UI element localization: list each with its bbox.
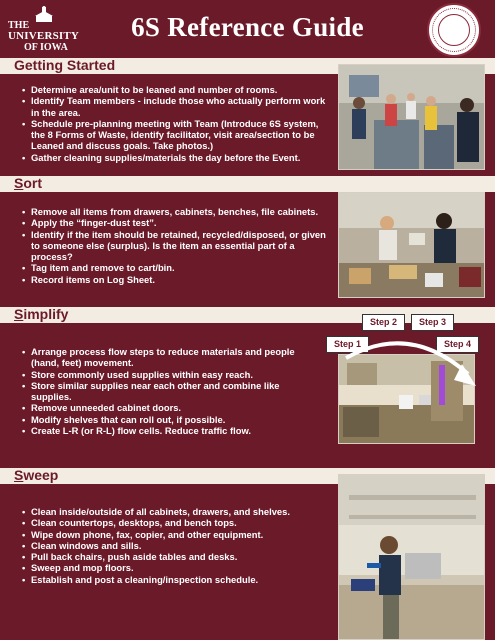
list-item: • Record items on Log Sheet.: [22, 274, 327, 285]
section-heading-sweep: Sweep: [14, 467, 59, 483]
section-heading-sort: Sort: [14, 175, 43, 191]
section-band-sort: [0, 176, 495, 192]
list-item: • Modify shelves that can roll out, if possible.: [22, 414, 312, 425]
logo-line-3: OF IOWA: [24, 42, 68, 53]
sort-list: [22, 206, 327, 285]
list-item: • Clean windows and sills.: [22, 540, 327, 551]
section-heading-getting-started: Getting Started: [14, 57, 116, 73]
sorting-lab-photo: [338, 192, 485, 298]
list-item: • Gather cleaning supplies/materials the day before the Event.: [22, 152, 327, 163]
list-item: • Establish and post a cleaning/inspection schedule.: [22, 574, 327, 585]
list-item: • Pull back chairs, push aside tables and desks.: [22, 551, 327, 562]
list-item: • Clean countertops, desktops, and bench tops.: [22, 517, 327, 528]
list-item: • Tag item and remove to cart/bin.: [22, 262, 327, 273]
list-item: • Identify Team members - include those who actually perform work in the area.: [22, 95, 327, 118]
list-item: • Remove all items from drawers, cabinets, benches, file cabinets.: [22, 206, 327, 217]
list-item: • Store commonly used supplies within easy reach.: [22, 369, 312, 380]
department-seal: [427, 3, 481, 57]
list-item: • Apply the “finger-dust test”.: [22, 217, 327, 228]
team-meeting-photo: [338, 64, 485, 170]
list-item: • Determine area/unit to be leaned and number of rooms.: [22, 84, 327, 95]
list-item: • Wipe down phone, fax, copier, and other equipment.: [22, 529, 327, 540]
step-4-label: Step 4: [436, 336, 479, 353]
list-item: • Clean inside/outside of all cabinets, drawers, and shelves.: [22, 506, 327, 517]
cleaning-lab-photo: [338, 474, 485, 640]
list-item: • Schedule pre-planning meeting with Team (Introduce 6S system, the 8 Forms of Waste, identify facilitator, visit area/section to be Leaned and discuss goals. Take photos.): [22, 118, 327, 152]
page-header: [0, 0, 495, 58]
getting-started-list: [22, 84, 327, 163]
list-item: • Remove unneeded cabinet doors.: [22, 402, 312, 413]
list-item: • Create L-R (or R-L) flow cells. Reduce traffic flow.: [22, 425, 312, 436]
simplify-list: [22, 346, 312, 436]
step-2-label: Step 2: [362, 314, 405, 331]
logo-line-1: THE: [8, 20, 30, 31]
list-item: • Arrange process flow steps to reduce materials and people (hand, feet) movement.: [22, 346, 312, 369]
list-item: • Identify if the item should be retained, recycled/disposed, or given to someone else (surplus). Is the item an essential part of a process?: [22, 229, 327, 263]
section-heading-simplify: Simplify: [14, 306, 69, 322]
page-title: 6S Reference Guide: [131, 12, 364, 42]
flow-arrow-icon: [340, 336, 486, 402]
list-item: • Sweep and mop floors.: [22, 562, 327, 573]
logo-line-2: UNIVERSITY: [8, 30, 80, 42]
step-3-label: Step 3: [411, 314, 454, 331]
university-logo: [8, 6, 80, 54]
sweep-list: [22, 506, 327, 585]
list-item: • Store similar supplies near each other and combine like supplies.: [22, 380, 312, 403]
old-capitol-icon: [34, 6, 54, 22]
step-1-label: Step 1: [326, 336, 369, 353]
